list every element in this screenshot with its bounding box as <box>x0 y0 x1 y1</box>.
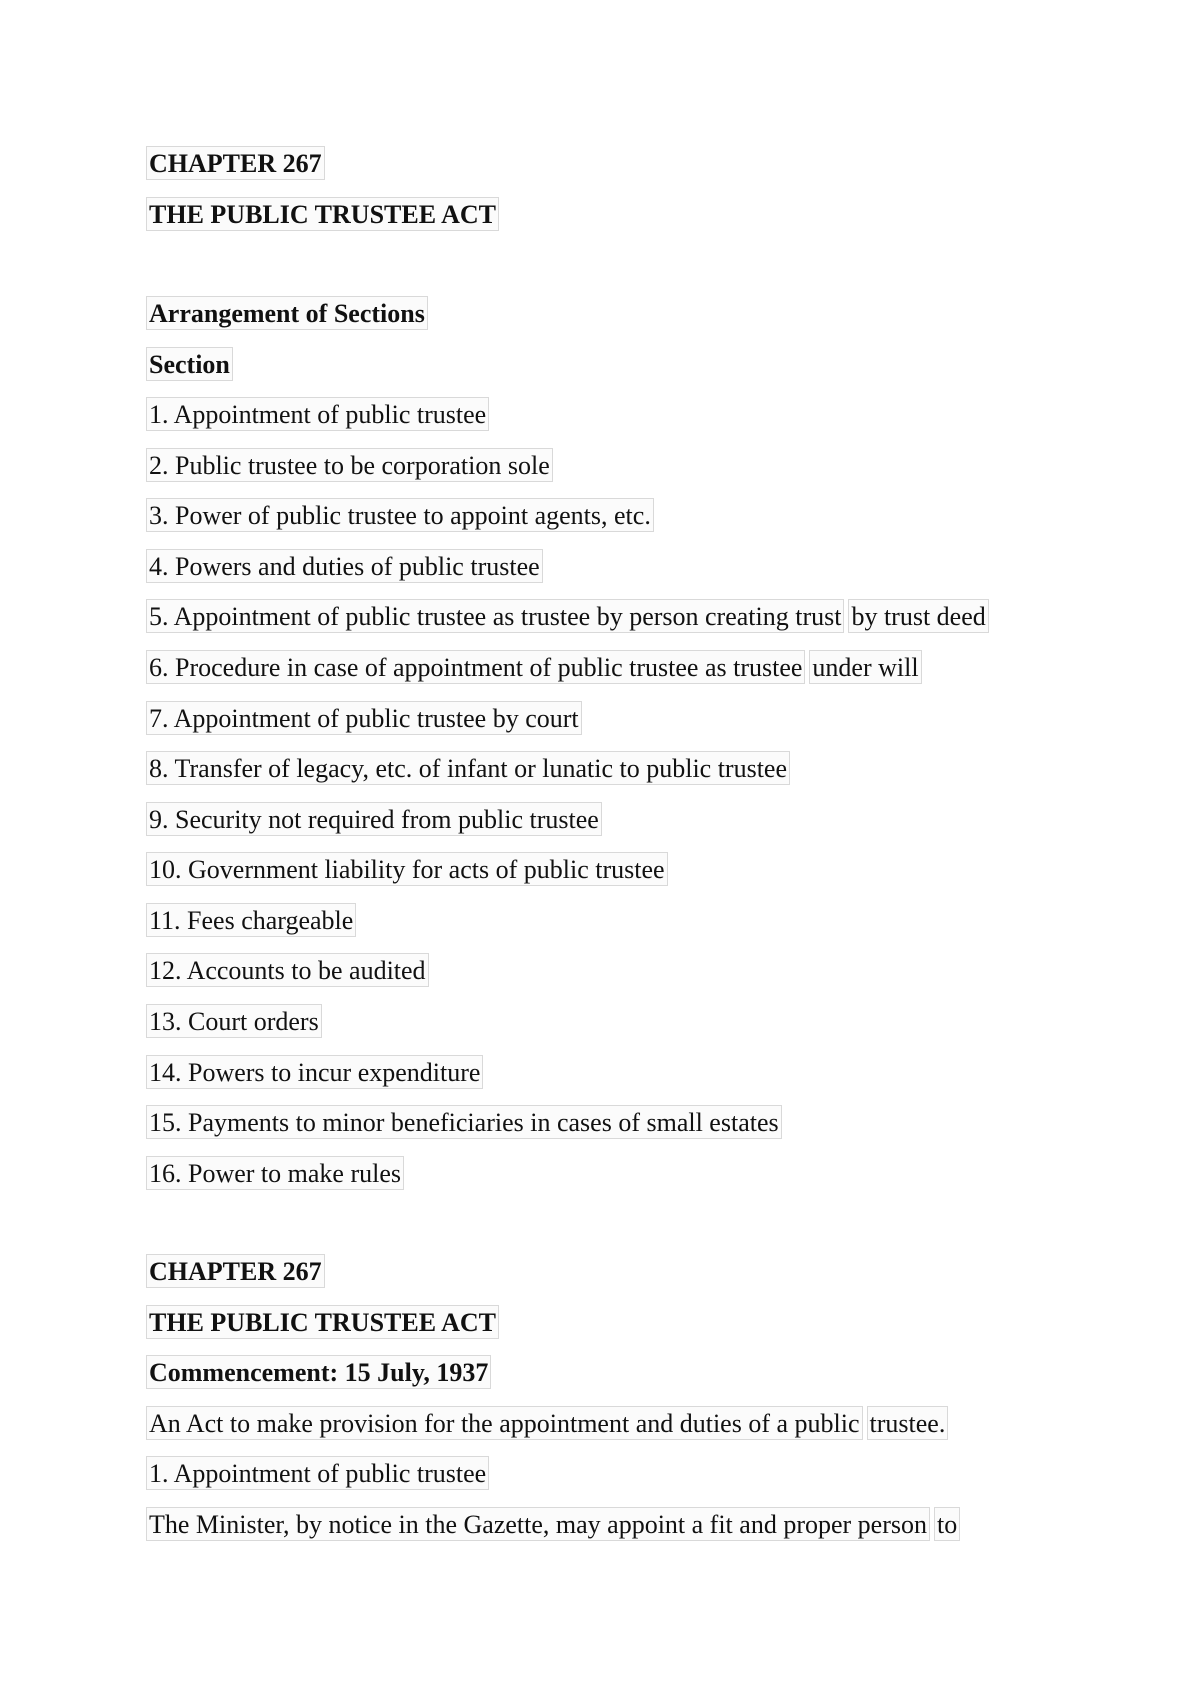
toc-item-6: 6. Procedure in case of appointment of public trustee as trustee under will <box>146 650 922 684</box>
toc-item-4: 4. Powers and duties of public trustee <box>146 549 543 583</box>
section-1-text: The Minister, by notice in the Gazette, may appoint a fit and proper person to <box>146 1507 960 1541</box>
toc-item-7: 7. Appointment of public trustee by court <box>146 701 582 735</box>
arrangement-heading: Arrangement of Sections <box>146 296 428 330</box>
act-title-2: THE PUBLIC TRUSTEE ACT <box>146 1305 499 1339</box>
toc-item-13: 13. Court orders <box>146 1004 322 1038</box>
commencement: Commencement: 15 July, 1937 <box>146 1355 491 1389</box>
toc-item-9: 9. Security not required from public trustee <box>146 802 602 836</box>
toc-item-3: 3. Power of public trustee to appoint agents, etc. <box>146 498 654 532</box>
chapter-heading-2: CHAPTER 267 <box>146 1254 325 1288</box>
toc-item-5: 5. Appointment of public trustee as trustee by person creating trust by trust deed <box>146 599 989 633</box>
toc-item-8: 8. Transfer of legacy, etc. of infant or lunatic to public trustee <box>146 751 790 785</box>
toc-item-10: 10. Government liability for acts of public trustee <box>146 852 668 886</box>
act-title: THE PUBLIC TRUSTEE ACT <box>146 197 499 231</box>
toc-item-2: 2. Public trustee to be corporation sole <box>146 448 553 482</box>
toc-item-1: 1. Appointment of public trustee <box>146 397 489 431</box>
toc-item-12: 12. Accounts to be audited <box>146 953 429 987</box>
toc-item-11: 11. Fees chargeable <box>146 903 356 937</box>
preamble: An Act to make provision for the appointment and duties of a public trustee. <box>146 1406 948 1440</box>
chapter-heading: CHAPTER 267 <box>146 146 325 180</box>
toc-item-14: 14. Powers to incur expenditure <box>146 1055 483 1089</box>
section-1-heading: 1. Appointment of public trustee <box>146 1456 489 1490</box>
toc-item-16: 16. Power to make rules <box>146 1156 404 1190</box>
section-label: Section <box>146 347 233 381</box>
toc-item-15: 15. Payments to minor beneficiaries in cases of small estates <box>146 1105 782 1139</box>
